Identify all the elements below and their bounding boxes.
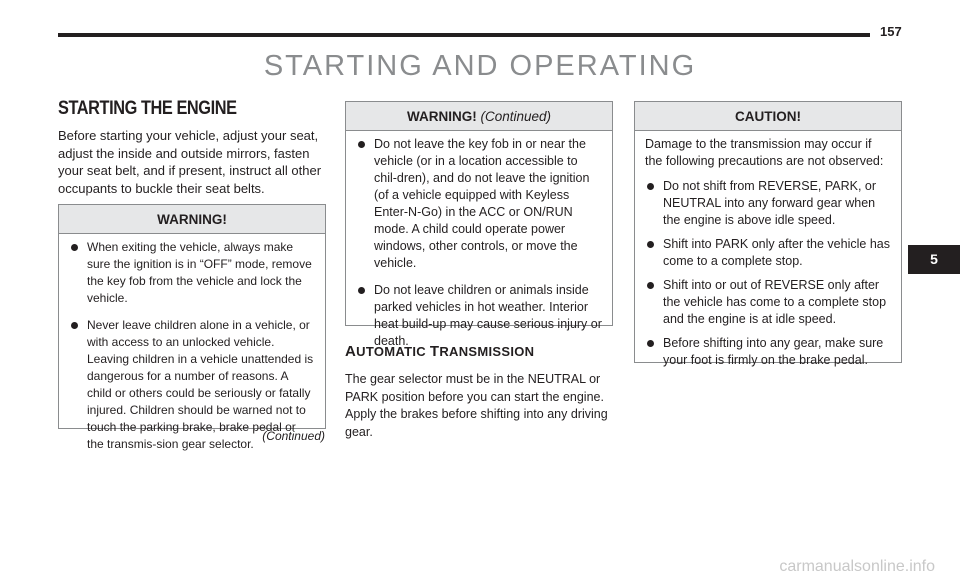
warning-box-title: WARNING! — [59, 205, 325, 234]
warning-box-body — [59, 239, 325, 453]
bullet-icon — [647, 340, 654, 347]
continued-label: (Continued) — [262, 429, 325, 443]
warning-continued-title — [346, 102, 612, 131]
bullet-icon — [358, 287, 365, 294]
bullet-icon — [647, 183, 654, 190]
header-rule — [58, 33, 870, 37]
warning-continued-suffix: (Continued) — [480, 109, 552, 124]
list-item — [356, 136, 602, 272]
list-item — [645, 236, 891, 270]
page-number: 157 — [880, 24, 902, 39]
warning-continued-title-text: WARNING! — [406, 109, 477, 124]
section-heading: STARTING THE ENGINE — [58, 98, 237, 119]
list-item — [645, 277, 891, 328]
warning-continued-body — [346, 136, 612, 350]
bullet-icon — [647, 241, 654, 248]
transmission-heading: AUTOMATIC TRANSMISSION — [345, 343, 535, 360]
warning-item-text: Do not leave the key fob in or near the vehicle (or in a location accessible to chil-dren), and do not leave the ignition (of a vehicle equipped with Keyless Enter-N-Go) in the ACC or ON/RUN mode. A child could operate power windows, other controls, or move the vehicle. — [374, 137, 590, 270]
caution-box-body — [635, 136, 901, 369]
chapter-title: STARTING AND OPERATING — [263, 50, 697, 82]
warning-item-text: Do not leave children or animals inside parked vehicles in hot weather. Interior heat build-up may cause serious injury or death. — [374, 283, 602, 348]
caution-item-text: Before shifting into any gear, make sure your foot is firmly on the brake pedal. — [663, 336, 884, 367]
list-item — [645, 178, 891, 229]
caution-box — [634, 101, 902, 367]
intro-paragraph: Before starting your vehicle, adjust your seat, adjust the inside and outside mirrors, fasten your seat belt, and if present, instruct all other occupants to buckle their seat belts. — [58, 128, 322, 196]
bullet-icon — [71, 322, 78, 329]
caution-item-text: Do not shift from REVERSE, PARK, or NEUTRAL into any forward gear when the engine is above idle speed. — [663, 179, 877, 227]
caution-item-text: Shift into or out of REVERSE only after the vehicle has come to a complete stop and the engine is at idle speed. — [663, 278, 887, 326]
bullet-icon — [647, 282, 654, 289]
bullet-icon — [71, 244, 78, 251]
list-item — [69, 239, 315, 307]
bullet-icon — [358, 141, 365, 148]
watermark: carmanualsonline.info — [779, 558, 935, 575]
warning-continued-box — [345, 101, 613, 348]
warning-item-text: When exiting the vehicle, always make sure the ignition is in “OFF” mode, remove the key fob from the vehicle and lock the vehicle. — [87, 240, 312, 305]
caution-intro: Damage to the transmission may occur if the following precautions are not observed: — [645, 137, 884, 168]
list-item — [645, 335, 891, 369]
caution-item-text: Shift into PARK only after the vehicle has come to a complete stop. — [663, 237, 890, 268]
chapter-tab: 5 — [908, 245, 960, 274]
list-item — [356, 282, 602, 350]
transmission-paragraph: The gear selector must be in the NEUTRAL or PARK position before you can start the engine. Apply the brakes before shifting into any driving gear. — [345, 372, 608, 439]
caution-box-title: CAUTION! — [635, 102, 901, 131]
warning-item-text: Never leave children alone in a vehicle, or with access to an unlocked vehicle. Leaving children in a vehicle unattended is dangerous for a number of reasons. A child or others could be seriously or fatally injured. Children should be warned not to touch the parking brake, brake pedal or the transmis-sion gear selector. — [87, 318, 314, 451]
